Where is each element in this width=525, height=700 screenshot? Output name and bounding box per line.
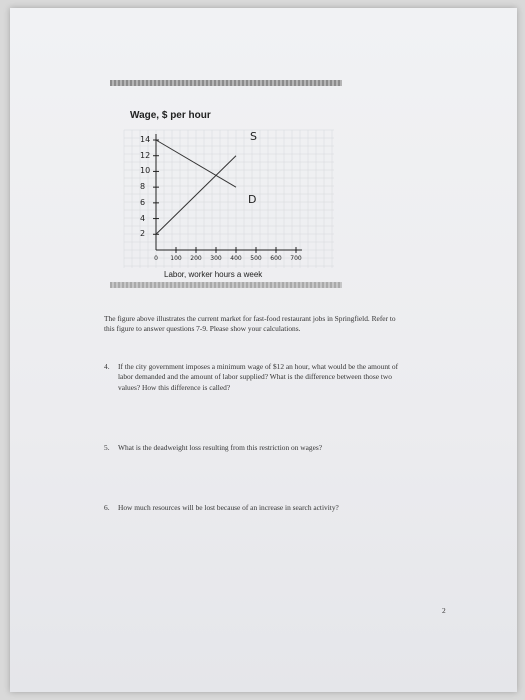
supply-demand-figure — [114, 90, 338, 286]
question-6-text: How much resources will be lost because of an increase in search activity? — [118, 503, 339, 512]
y-tick-label: 10 — [140, 166, 151, 176]
demand-curve-label: D — [248, 193, 257, 207]
intro-paragraph: The figure above illustrates the current market for fast-food restaurant jobs in Springfield. Refer to this figure to answer questions 7-9. Please show your calculations. — [104, 314, 396, 334]
x-tick-label: 600 — [270, 255, 282, 262]
figure-top-border — [110, 80, 342, 86]
x-tick-label: 700 — [290, 255, 302, 262]
y-tick-label: 6 — [140, 197, 146, 207]
y-tick-label: 8 — [140, 182, 146, 192]
x-tick-label: 400 — [230, 255, 242, 262]
question-5-text: What is the deadweight loss resulting from this restriction on wages? — [118, 443, 323, 452]
question-number: 4. — [104, 362, 110, 371]
question-number: 6. — [104, 503, 110, 512]
x-tick-label: 200 — [190, 255, 202, 262]
question-4-text: If the city government imposes a minimum wage of $12 an hour, what would be the amount of labor demanded and the amount of labor supplied? What is the difference between those two values? How this difference is called? — [118, 362, 399, 392]
x-tick-label: 0 — [154, 255, 158, 262]
y-tick-label: 12 — [140, 150, 151, 160]
document-page — [10, 8, 517, 692]
page-number: 2 — [442, 606, 446, 615]
x-tick-label: 500 — [250, 255, 262, 262]
x-tick-label: 100 — [170, 255, 182, 262]
y-tick-label: 4 — [140, 213, 146, 223]
supply-curve-label: S — [250, 129, 257, 143]
x-axis-label: Labor, worker hours a week — [164, 270, 263, 279]
y-tick-label: 14 — [140, 135, 151, 144]
y-tick-label: 2 — [140, 229, 146, 239]
question-number: 5. — [104, 443, 110, 452]
x-tick-label: 300 — [210, 255, 222, 262]
chart-title: Wage, $ per hour — [130, 110, 211, 121]
